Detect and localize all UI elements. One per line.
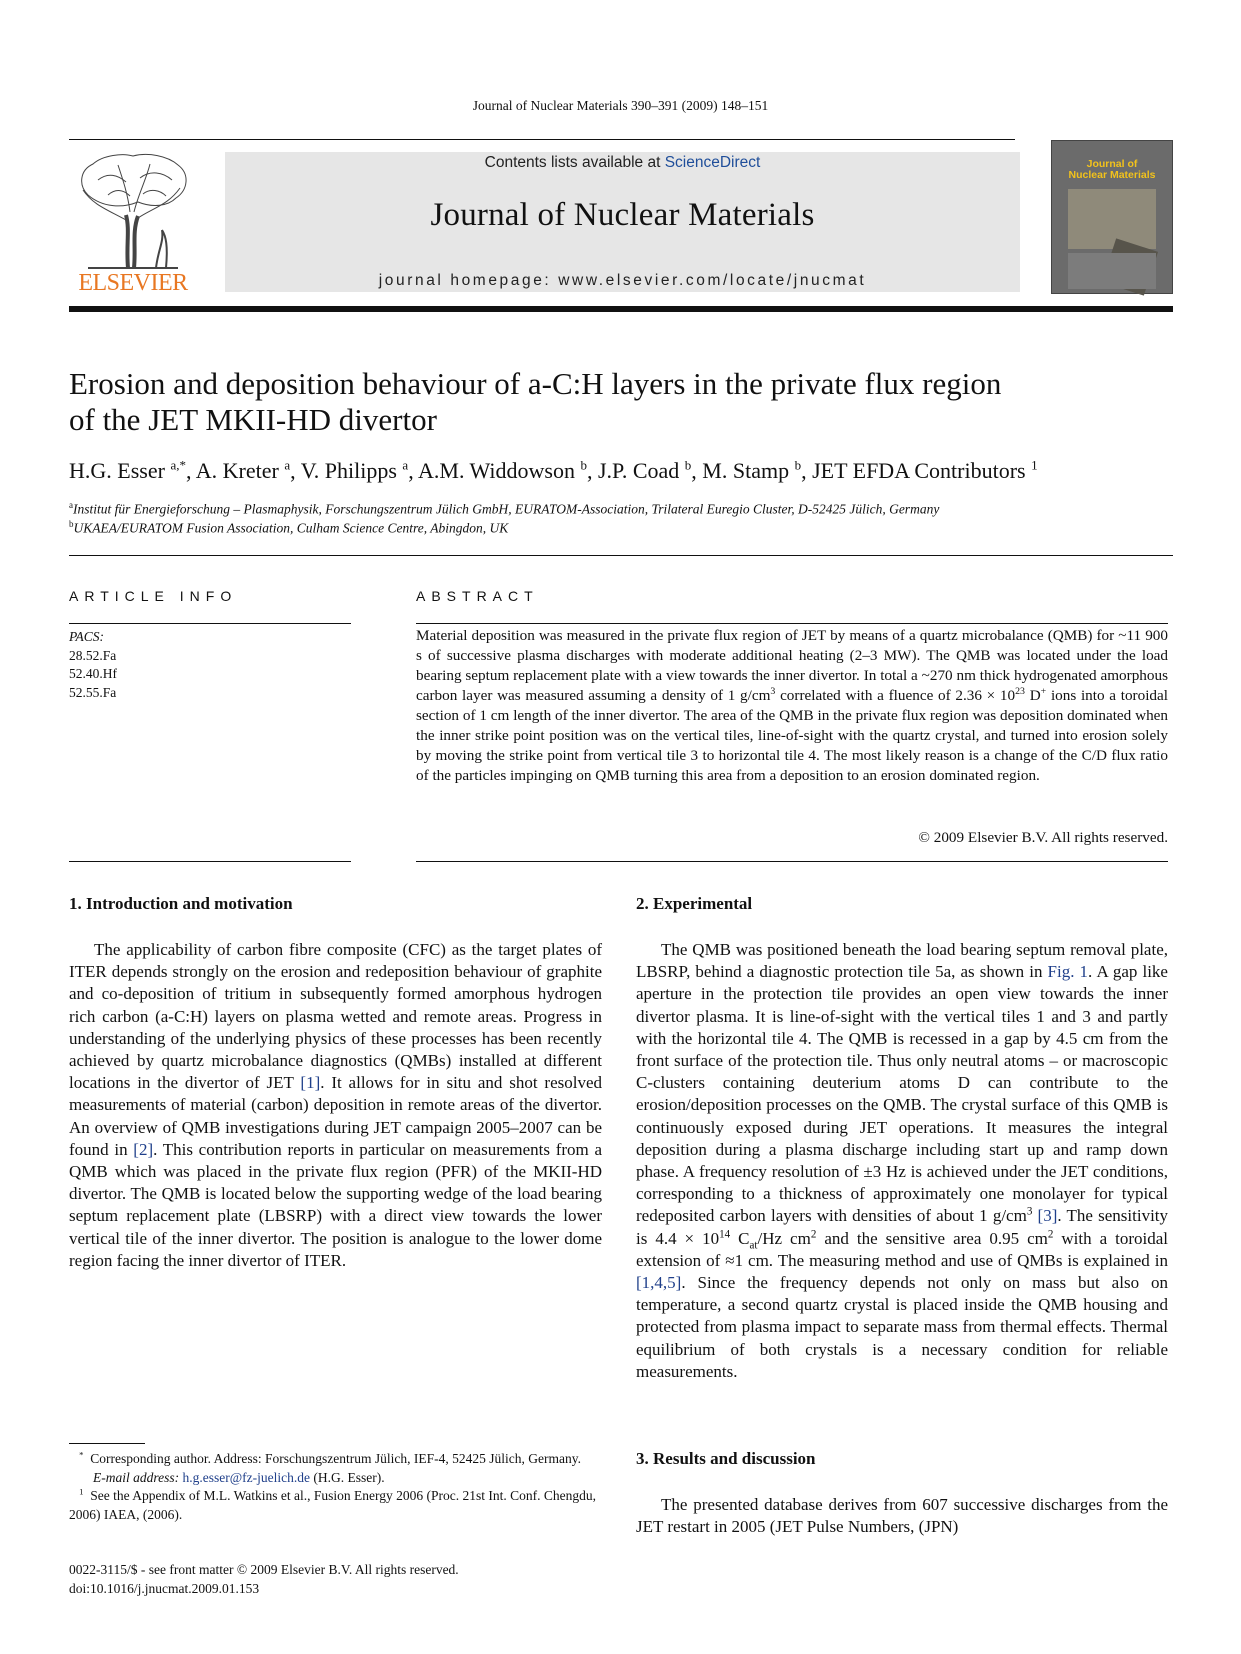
header-thick-rule [69,306,1173,312]
article-info-rule [69,623,351,624]
affiliation-text: Institut für Energieforschung – Plasmaphysik, Forschungszentrum Jülich GmbH, EURATOM-Association, Trilateral Euregio Cluster, D-52425 Jülich, Germany [73,501,940,517]
abstract-text: Material deposition was measured in the private flux region of JET by means of a quartz microbalance (QMB) for ~11 900 s of successive plasma discharges with moderate additional heating (2–3 MW). The QMB was located under the load bearing septum replacement plate with a view towards the inner divertor. In total a ~270 nm thick hydrogenated amorphous carbon layer was measured assuming a density of 1 $g/cm^3$ correlated with a fluence of $2.36 \times 10^{23}$ D+ ions into a toroidal section of 1 cm length of the inner divertor. The area of the QMB in the private flux region was deposition dominated when the inner strike point position was on the vertical tiles, line-of-sight with the quartz crystal, and turned into erosion solely by moving the strike point from vertical tile 3 to horizontal tile 4. The most likely reason is a change of the C/D flux ratio of the particles impinging on QMB turning this area from a deposition to an erosion dominated region. [416,627,1168,784]
article-info-heading: ARTICLE INFO [69,588,238,604]
pacs-code: 52.40.Hf [69,666,117,681]
figure-link[interactable]: Fig. 1 [1047,962,1089,982]
section-1-text: The applicability of carbon fibre composite (CFC) as the target plates of ITER depends strongly on the erosion and redeposition behaviour of graphite and co-deposition of tritium in subsequently formed amorphous hydrogen rich carbon (a-C:H) layers on plasma wetted and remote areas. Progress in understanding of the underlying physics of these processes has been recently achieved by quartz microbalance diagnostics (QMBs) installed at different locations in the divertor of JET [1]. It allows for in situ and shot resolved measurements of material (carbon) deposition in remote areas of the divertor. An overview of QMB investigations during JET campaign 2005–2007 can be found in [2]. This contribution reports in particular on measurements from a QMB which was placed in the private flux region (PFR) of the MKII-HD divertor. The QMB is located below the supporting wedge of the load bearing septum replacement plate (LBSRP) with a direct view towards the lower vertical tile of the inner divertor. The position is analogue to the lower dome region facing the inner divertor of ITER. [69,940,603,1270]
front-matter-info [69,1561,459,1598]
reference-link[interactable]: [3] [1037,1206,1058,1226]
cover-title-line2: Nuclear Materials [1068,169,1156,181]
contents-available-line [225,154,1020,172]
cover-image [1068,189,1156,249]
journal-citation: Journal of Nuclear Materials 390–391 (2009) 148–151 [472,98,769,113]
pacs-code: 52.55.Fa [69,684,117,700]
section-2-heading: 2. Experimental [636,894,753,913]
affiliation-mark: a [69,500,73,510]
sciencedirect-link[interactable]: ScienceDirect [664,154,761,171]
reference-link[interactable]: [1] [300,1073,321,1093]
section-2-text: The QMB was positioned beneath the load bearing septum removal plate, LBSRP, behind a diagnostic protection tile 5a, as shown in Fig. 1. A gap like aperture in the protection tile provides an open view towards the inner divertor plasma. It is line-of-sight with the vertical tiles 1 and 3 and partly with the horizontal tile 4. The QMB is recessed in a gap by 4.5 cm from the front surface of the protection tile. Thus only neutral atoms – or macroscopic C-clusters containing deuterium atoms D can contribute to the erosion/deposition processes on the QMB. The crystal surface of this QMB is continuously exposed during JET operations. It measures the integral deposition during a plasma discharge including start up and ramp down phase. A frequency resolution of ±3 Hz is achieved under the JET conditions, corresponding to a thickness of approximately one monolayer for typical redeposited carbon layers with densities of about 1 $g/cm^3$ [3]. The sensitivity is $4.4 \times 10^{14}$ $C_{at}/Hz$ $cm^2$ and the sensitive area 0.95 $cm^2$ with a toroidal extension of ≈1 cm. The measuring method and use of QMBs is explained in [1,4,5]. Since the frequency depends not only on mass but also on temperature, a second quartz crystal is placed inside the QMB housing and protected from plasma impact to separate mass from thermal effects. Thermal equilibrium of both crystals is a necessary condition for reliable measurements. [636,940,1169,1381]
author[interactable]: A.M. Widdowson $^b$ [418,458,587,484]
author[interactable]: V. Philipps $^a$ [300,458,409,484]
reference-link[interactable]: [1,4,5] [636,1273,682,1293]
elsevier-logo[interactable] [68,150,198,296]
footnote-rule [69,1443,145,1444]
abstract-heading: ABSTRACT [416,588,539,604]
contributors-note: See the Appendix of M.L. Watkins et al., Fusion Energy 2006 (Proc. 21st Int. Conf. Chengdu, 2006) IAEA, (2006). [69,1488,597,1522]
author[interactable]: M. Stamp $^b$ [702,458,802,484]
title-line-1: Erosion and deposition behaviour of a-C:H layers in the private flux region [69,366,1002,401]
author[interactable]: A. Kreter $^a$ [195,458,291,484]
section-3-heading: 3. Results and discussion [636,1449,816,1468]
journal-homepage-link[interactable]: journal homepage: www.elsevier.com/locate/jnucmat [378,272,867,289]
title-line-2: of the JET MKII-HD divertor [69,402,437,437]
author[interactable]: H.G. Esser $^{a,*}$ [69,458,186,484]
abstract-copyright: © 2009 Elsevier B.V. All rights reserved. [918,829,1168,846]
affiliation-b [69,519,1169,537]
section-3-text: The presented database derives from 607 successive discharges from the JET restart in 2005 (JET Pulse Numbers, (JPN) [636,1495,1168,1537]
affiliation-rule [69,555,1173,556]
cover-title [1052,159,1172,181]
header-top-rule [69,139,1015,140]
email-link[interactable]: h.g.esser@fz-juelich.de [182,1469,311,1485]
pacs-code: 28.52.Fa [69,647,117,663]
author[interactable]: J.P. Coad $^b$ [598,458,692,484]
affiliation-mark: b [69,519,74,529]
email-label: E-mail address: [93,1469,183,1485]
footnotes: * Corresponding author. Address: Forschungszentrum Jülich, IEF-4, 52425 Jülich, Germany. E-mail address: h.g.esser@fz-juelich.de (H.G. Esser). $^1$ See the Appendix of M.L. Watkins et al., Fusion Energy 2006 (Proc. 21st Int. Conf. Chengdu, 2006) IAEA, (2006). [69,1449,597,1522]
article-title [69,366,1089,438]
author[interactable]: JET EFDA Contributors $^1$ [812,458,1038,484]
affiliation-text: UKAEA/EURATOM Fusion Association, Culham Science Centre, Abingdon, UK [73,520,509,536]
cover-title-line1: Journal of [1086,158,1138,170]
abstract-bottom-rule [416,861,1168,862]
author-list: H.G. Esser $^{a,*}$, A. Kreter $^a$, V. Philipps $^a$, A.M. Widdowson $^b$, J.P. Coad $^b$, M. Stamp $^b$, JET EFDA Contributors $^1$ [69,458,1038,484]
article-info-bottom-rule [69,861,351,862]
corresponding-author-note: Corresponding author. Address: Forschungszentrum Jülich, IEF-4, 52425 Jülich, Germany. [90,1451,581,1466]
elsevier-wordmark: ELSEVIER [78,270,188,296]
reference-link[interactable]: [2] [133,1139,154,1159]
elsevier-tree-icon [68,150,198,296]
cover-footer-block [1068,253,1156,289]
journal-cover-thumbnail[interactable] [1051,140,1173,294]
pacs-label: PACS: [69,629,105,644]
journal-name[interactable]: Journal of Nuclear Materials [430,197,815,233]
affiliation-a [69,500,1169,518]
issn-line: 0022-3115/$ - see front matter © 2009 Elsevier B.V. All rights reserved. [69,1562,459,1577]
abstract-rule [416,623,1168,624]
contents-prefix: Contents lists available at [484,154,665,171]
doi-line[interactable]: doi:10.1016/j.jnucmat.2009.01.153 [69,1580,260,1596]
pacs-block [69,628,117,702]
section-1-heading: 1. Introduction and motivation [69,894,293,913]
